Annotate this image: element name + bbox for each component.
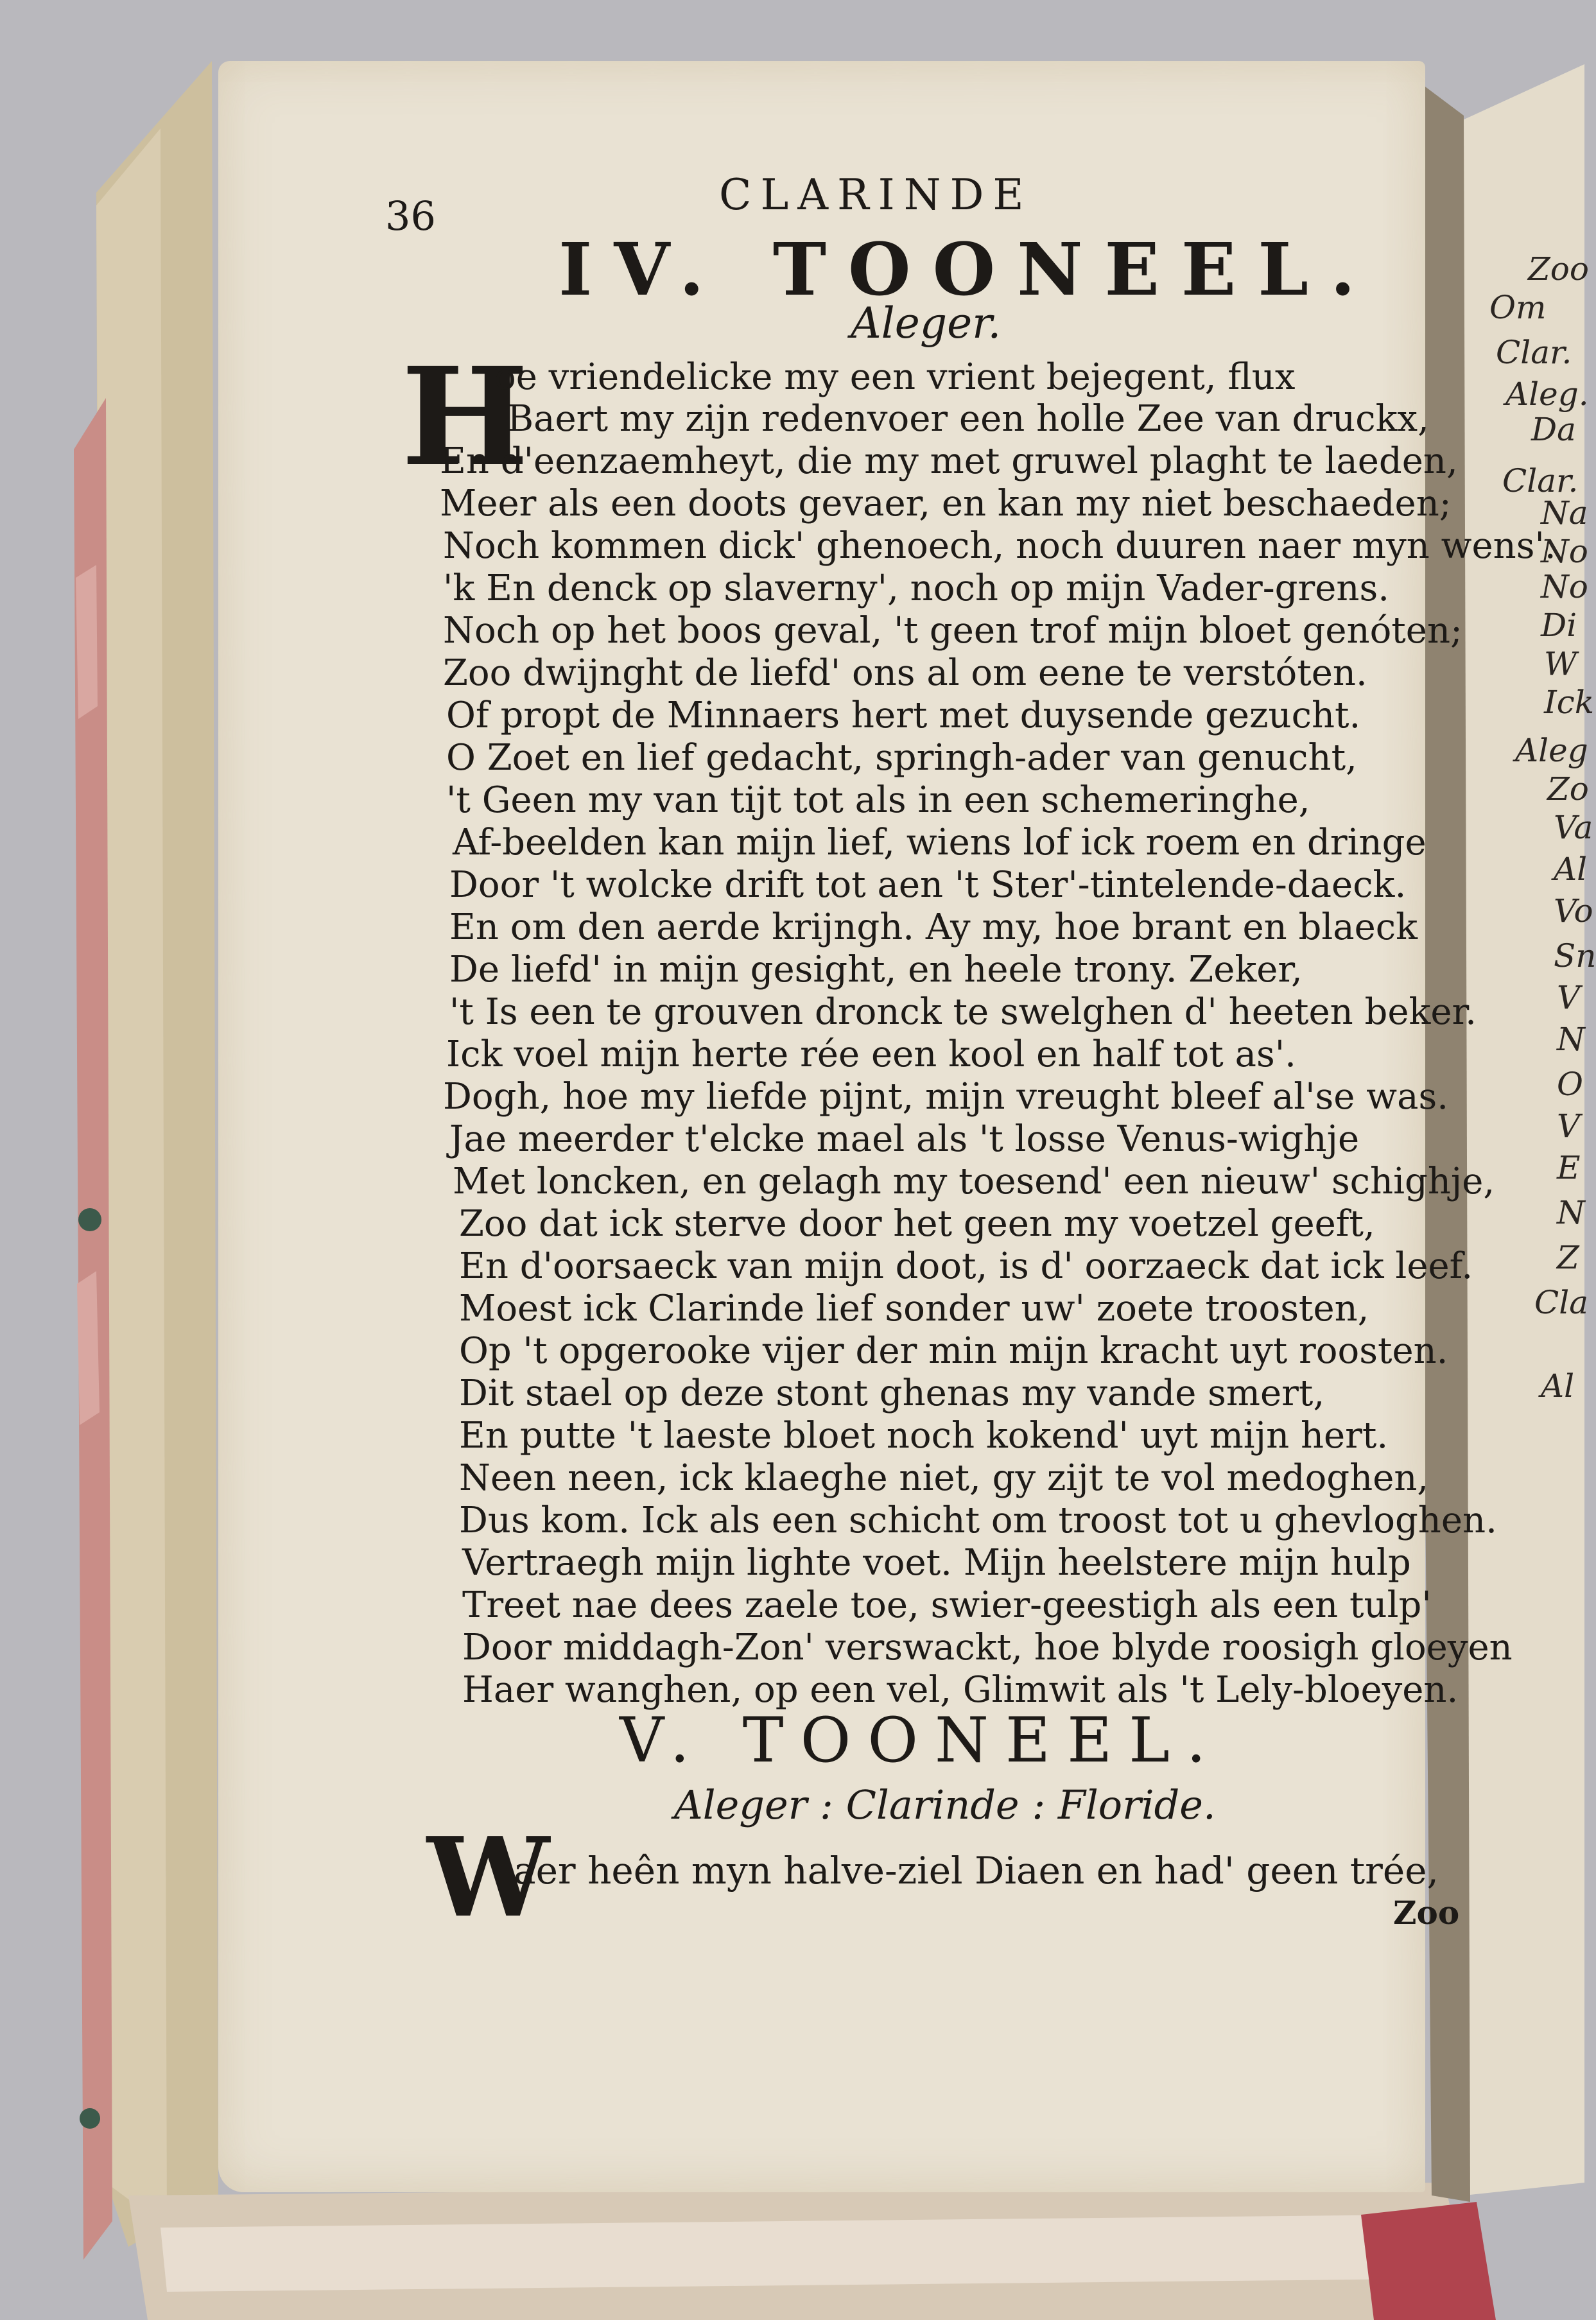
facing-fragment: Clar. [1502,462,1579,499]
facing-fragment: Va [1554,809,1593,846]
facing-fragment: Al [1541,1367,1575,1405]
verse-line: Treet nae dees zaele toe, swier-geestigh als een tulp' [462,1584,1432,1626]
verse-line: Dit stael op deze stont ghenas my vande smert, [459,1372,1325,1414]
verse-line: Dogh, hoe my liefde pijnt, mijn vreught bleef al'se was. [443,1076,1449,1118]
verse-line: Meer als een doots gevaer, en kan my niet beschaeden; [440,483,1452,524]
verse-line: De liefd' in mijn gesight, en heele trony. Zeker, [449,949,1303,991]
facing-fragment: No [1541,568,1588,605]
facing-fragment: Da [1531,411,1576,448]
facing-fragment: N [1557,1194,1585,1231]
verse-line: Ick voel mijn herte rée een kool en half tot as'. [446,1034,1296,1075]
verse-line: Baert my zijn redenvoer een holle Zee van druckx, [507,398,1429,440]
verse-line: 'k En denck op slaverny', noch op mijn Vader-grens. [443,567,1390,609]
facing-fragment: Aleg. [1505,376,1589,413]
facing-fragment: O [1557,1066,1583,1103]
facing-fragment: E [1557,1149,1581,1186]
facing-fragment: No [1541,533,1588,570]
facing-fragment: Clar. [1496,334,1572,371]
facing-fragment: Vo [1554,892,1593,930]
verse-line: Of propt de Minnaers hert met duysende gezucht. [446,695,1361,736]
facing-fragment: N [1557,1021,1585,1058]
facing-fragment: Z [1557,1239,1579,1276]
scene-iv-title: IV. TOONEEL. [559,228,1378,312]
verse-line: Haer wanghen, op een vel, Glimwit als 't Lely-bloeyen. [462,1669,1459,1711]
verse-line: Noch op het boos geval, 't geen trof mijn bloet genóten; [443,610,1462,652]
facing-fragment: Zoo [1528,250,1589,288]
verse-line: Op 't opgerooke vijer der min mijn kracht uyt roosten. [459,1330,1448,1372]
verse-line: Vertraegh mijn lighte voet. Mijn heelstere mijn hulp [462,1542,1411,1584]
verse-line: O Zoet en lief gedacht, springh-ader van genucht, [446,737,1357,779]
scene-v-first-line: aer heên myn halve-ziel Diaen en had' geen trée, [514,1849,1439,1892]
scene-iv-speaker: Aleger. [851,299,1002,348]
facing-fragment: V [1557,979,1581,1016]
verse-line: Door 't wolcke drift tot aen 't Ster'-tintelende-daeck. [449,864,1407,906]
verse-line: Noch kommen dick' ghenoech, noch duuren naer myn wens'. [443,525,1556,567]
drop-cap-h: H [401,338,529,496]
verse-line: Zoo dat ick sterve door het geen my voetzel geeft, [459,1203,1375,1245]
facing-fragment: W [1544,645,1577,682]
facing-fragment: V [1557,1107,1581,1145]
facing-fragment: Di [1541,607,1577,644]
verse-line: En d'oorsaeck van mijn doot, is d' oorzaeck dat ick leef. [459,1245,1473,1287]
verse-line: Neen neen, ick klaeghe niet, gy zijt te vol medoghen, [459,1457,1429,1499]
verse-line: Met loncken, en gelagh my toesend' een nieuw' schighje, [453,1161,1495,1202]
facing-fragment: Sn [1554,937,1596,974]
facing-fragment: Aleg [1515,732,1588,769]
scene-v-title: V. TOONEEL. [620,1704,1223,1776]
verse-line: Jae meerder t'elcke mael als 't losse Venus-wighje [449,1118,1360,1160]
facing-fragment: Cla [1534,1284,1589,1321]
verse-line: En om den aerde krijngh. Ay my, hoe brant en blaeck [449,906,1418,948]
facing-fragment: Al [1554,851,1588,888]
verse-line: Af-beelden kan mijn lief, wiens lof ick roem en dringe [453,822,1427,863]
verse-line: En putte 't laeste bloet noch kokend' uyt mijn hert. [459,1415,1389,1457]
verse-line: Zoo dwijnght de liefd' ons al om eene te verstóten. [443,652,1367,694]
verse-line: 't Geen my van tijt tot als in een schemeringhe, [446,779,1310,821]
scene-v-speakers: Aleger : Clarinde : Floride. [674,1781,1216,1828]
page-number: 36 [385,193,436,239]
verse-line: Door middagh-Zon' verswackt, hoe blyde roosigh gloeyen [462,1627,1513,1668]
catchword: Zoo [1393,1894,1460,1932]
facing-fragment: Zo [1547,770,1589,808]
verse-line: 't Is een te grouven dronck te swelghen d' heeten beker. [449,991,1477,1033]
drop-cap-w: W [427,1814,550,1942]
verse-line: Dus kom. Ick als een schicht om troost tot u ghevloghen. [459,1500,1497,1541]
facing-fragment: Na [1541,494,1588,532]
running-head: CLARINDE [719,170,1033,220]
verse-line: En d'eenzaemheyt, die my met gruwel plaght te laeden, [440,440,1458,482]
verse-line: Moest ick Clarinde lief sonder uw' zoete troosten, [459,1288,1369,1329]
facing-fragment: Ick [1544,684,1595,721]
facing-fragment: Om [1489,289,1547,326]
verse-line: oe vriendelicke my een vrient bejegent, flux [494,356,1296,398]
